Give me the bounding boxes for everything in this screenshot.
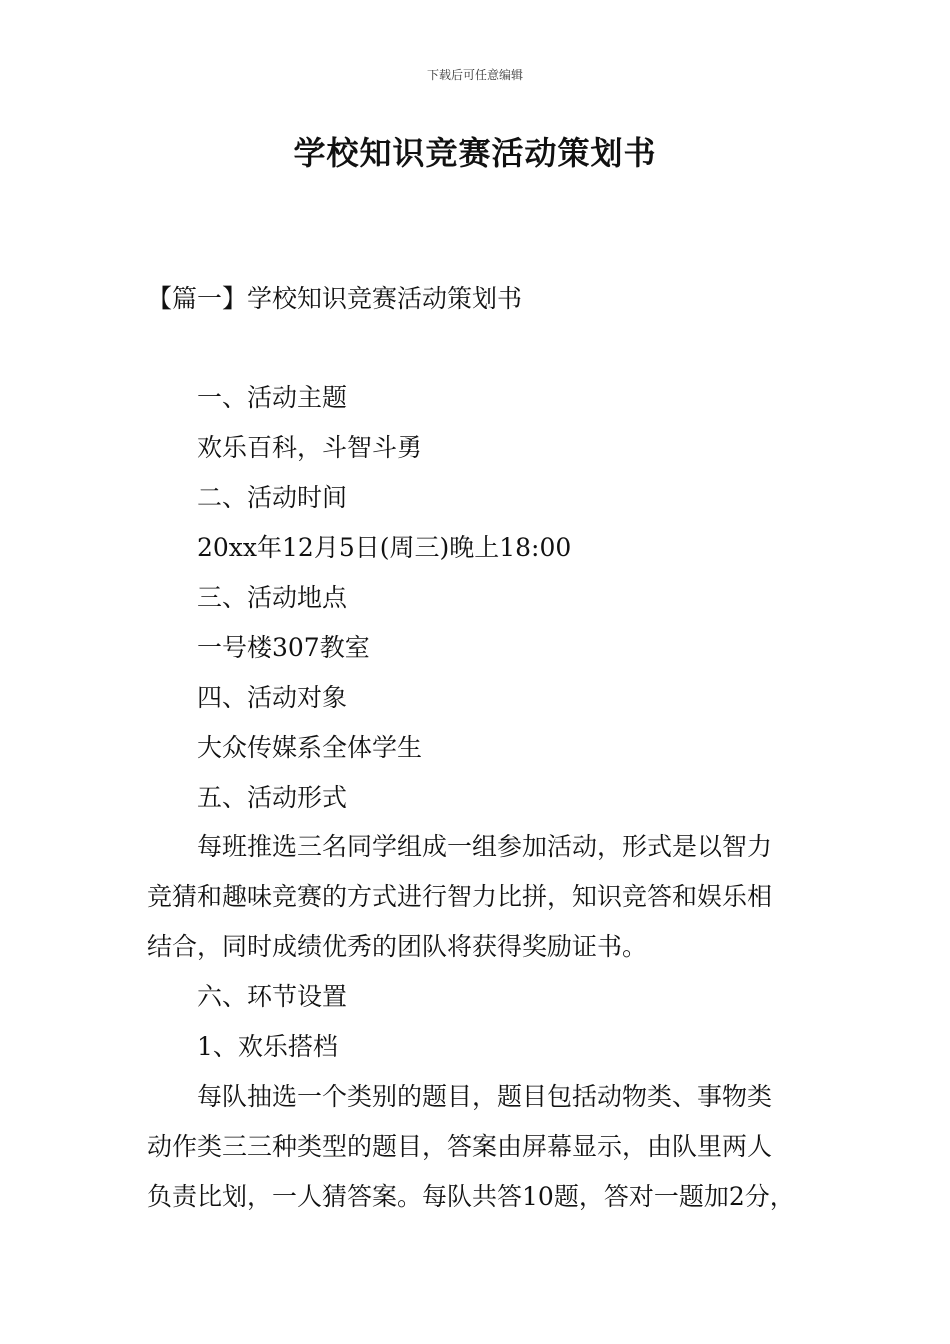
session-1-paragraph-line-1: 每队抽选一个类别的题目，题目包括动物类、事物类: [197, 1082, 773, 1111]
document-title: 学校知识竞赛活动策划书: [293, 134, 657, 172]
heading-location: 三、活动地点: [197, 583, 348, 612]
audience-text: 大众传媒系全体学生: [197, 733, 423, 762]
section-heading: 【篇一】学校知识竞赛活动策划书: [147, 284, 523, 313]
heading-audience: 四、活动对象: [197, 683, 348, 712]
session-1-heading: 1、欢乐搭档: [197, 1032, 338, 1061]
theme-text: 欢乐百科，斗智斗勇: [197, 433, 423, 462]
header-note: 下载后可任意编辑: [426, 68, 523, 82]
heading-format: 五、活动形式: [197, 783, 348, 812]
format-paragraph-line-1: 每班推选三名同学组成一组参加活动，形式是以智力: [197, 832, 773, 861]
session-1-paragraph-line-2: 动作类三三种类型的题目，答案由屏幕显示，由队里两人: [147, 1132, 773, 1161]
location-text: 一号楼307教室: [197, 633, 370, 662]
heading-time: 二、活动时间: [197, 483, 348, 512]
format-paragraph-line-3: 结合，同时成绩优秀的团队将获得奖励证书。: [147, 932, 648, 961]
time-text: 20xx年12月5日(周三)晚上18:00: [197, 533, 572, 562]
format-paragraph-line-2: 竞猜和趣味竞赛的方式进行智力比拼，知识竞答和娱乐相: [147, 882, 773, 911]
session-1-paragraph-line-3: 负责比划，一人猜答案。每队共答10题，答对一题加2分，: [147, 1182, 795, 1211]
heading-theme: 一、活动主题: [197, 383, 348, 412]
heading-sessions: 六、环节设置: [197, 982, 348, 1011]
